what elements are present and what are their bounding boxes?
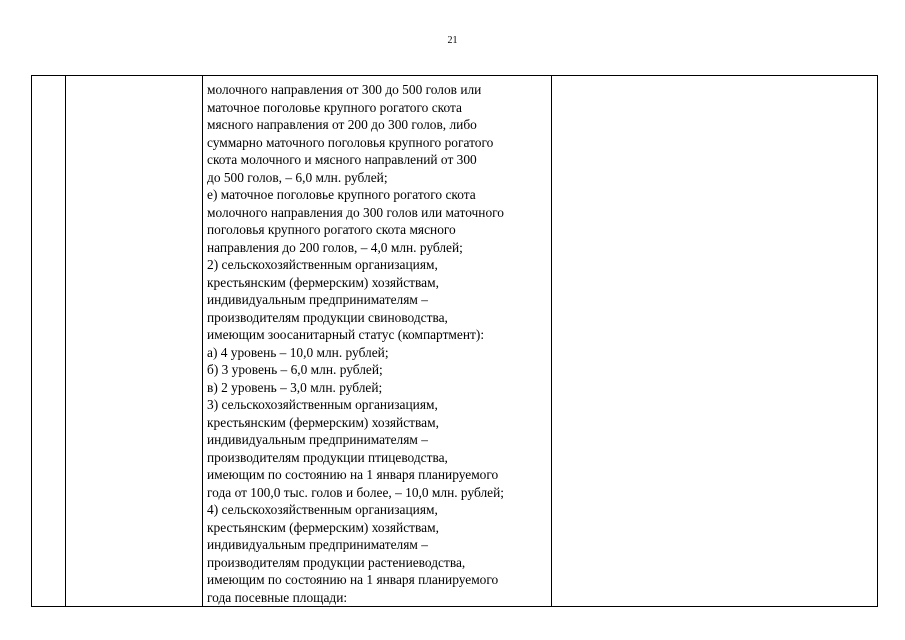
text-line: скота молочного и мясного направлений от 300 [207,152,477,167]
table-cell-col-4 [552,76,878,607]
text-line: индивидуальным предпринимателям – [207,432,428,447]
text-line: направления до 200 голов, – 4,0 млн. рублей; [207,239,463,255]
text-line: имеющим по состоянию на 1 января планируемого [207,467,499,482]
text-line: крестьянским (фермерским) хозяйствам, [207,414,439,430]
table-row [32,76,878,607]
text-line: до 500 голов, – 6,0 млн. рублей; [207,169,388,185]
text-line: суммарно маточного поголовья крупного рогатого [207,134,494,150]
text-line: а) 4 уровень – 10,0 млн. рублей; [207,344,389,360]
text-line: е) маточное поголовье крупного рогатого скота [207,187,476,202]
text-line: года посевные площади: [207,589,348,605]
text-line: крестьянским (фермерским) хозяйствам, [207,519,439,535]
text-line: крестьянским (фермерским) хозяйствам, [207,274,439,290]
text-line: производителям продукции растениеводства, [207,554,466,570]
table-cell-col-2 [66,76,203,607]
cell-text-block [203,76,551,606]
text-line: имеющим зоосанитарный статус (компартмент): [207,327,485,342]
text-line: мясного направления от 200 до 300 голов, либо [207,117,477,132]
text-line: в) 2 уровень – 3,0 млн. рублей; [207,379,383,395]
text-line: 2) сельскохозяйственным организациям, [207,257,438,272]
page-number: 21 [447,35,458,46]
text-line: индивидуальным предпринимателям – [207,292,428,307]
document-table [31,75,878,607]
text-line: имеющим по состоянию на 1 января планируемого [207,572,499,587]
text-line: индивидуальным предпринимателям – [207,537,428,552]
text-line: поголовья крупного рогатого скота мясного [207,222,456,237]
text-line: молочного направления до 300 голов или маточного [207,204,504,220]
text-line: 4) сельскохозяйственным организациям, [207,502,438,517]
text-line: молочного направления от 300 до 500 голов или [207,82,482,97]
text-line: маточное поголовье крупного рогатого скота [207,99,462,115]
table-cell-col-3 [203,76,552,607]
table-cell-col-1 [32,76,66,607]
text-line: б) 3 уровень – 6,0 млн. рублей; [207,362,383,377]
text-line: производителям продукции птицеводства, [207,449,448,465]
text-line: 3) сельскохозяйственным организациям, [207,397,438,412]
text-line: производителям продукции свиноводства, [207,309,448,325]
text-line: года от 100,0 тыс. голов и более, – 10,0 млн. рублей; [207,484,504,500]
